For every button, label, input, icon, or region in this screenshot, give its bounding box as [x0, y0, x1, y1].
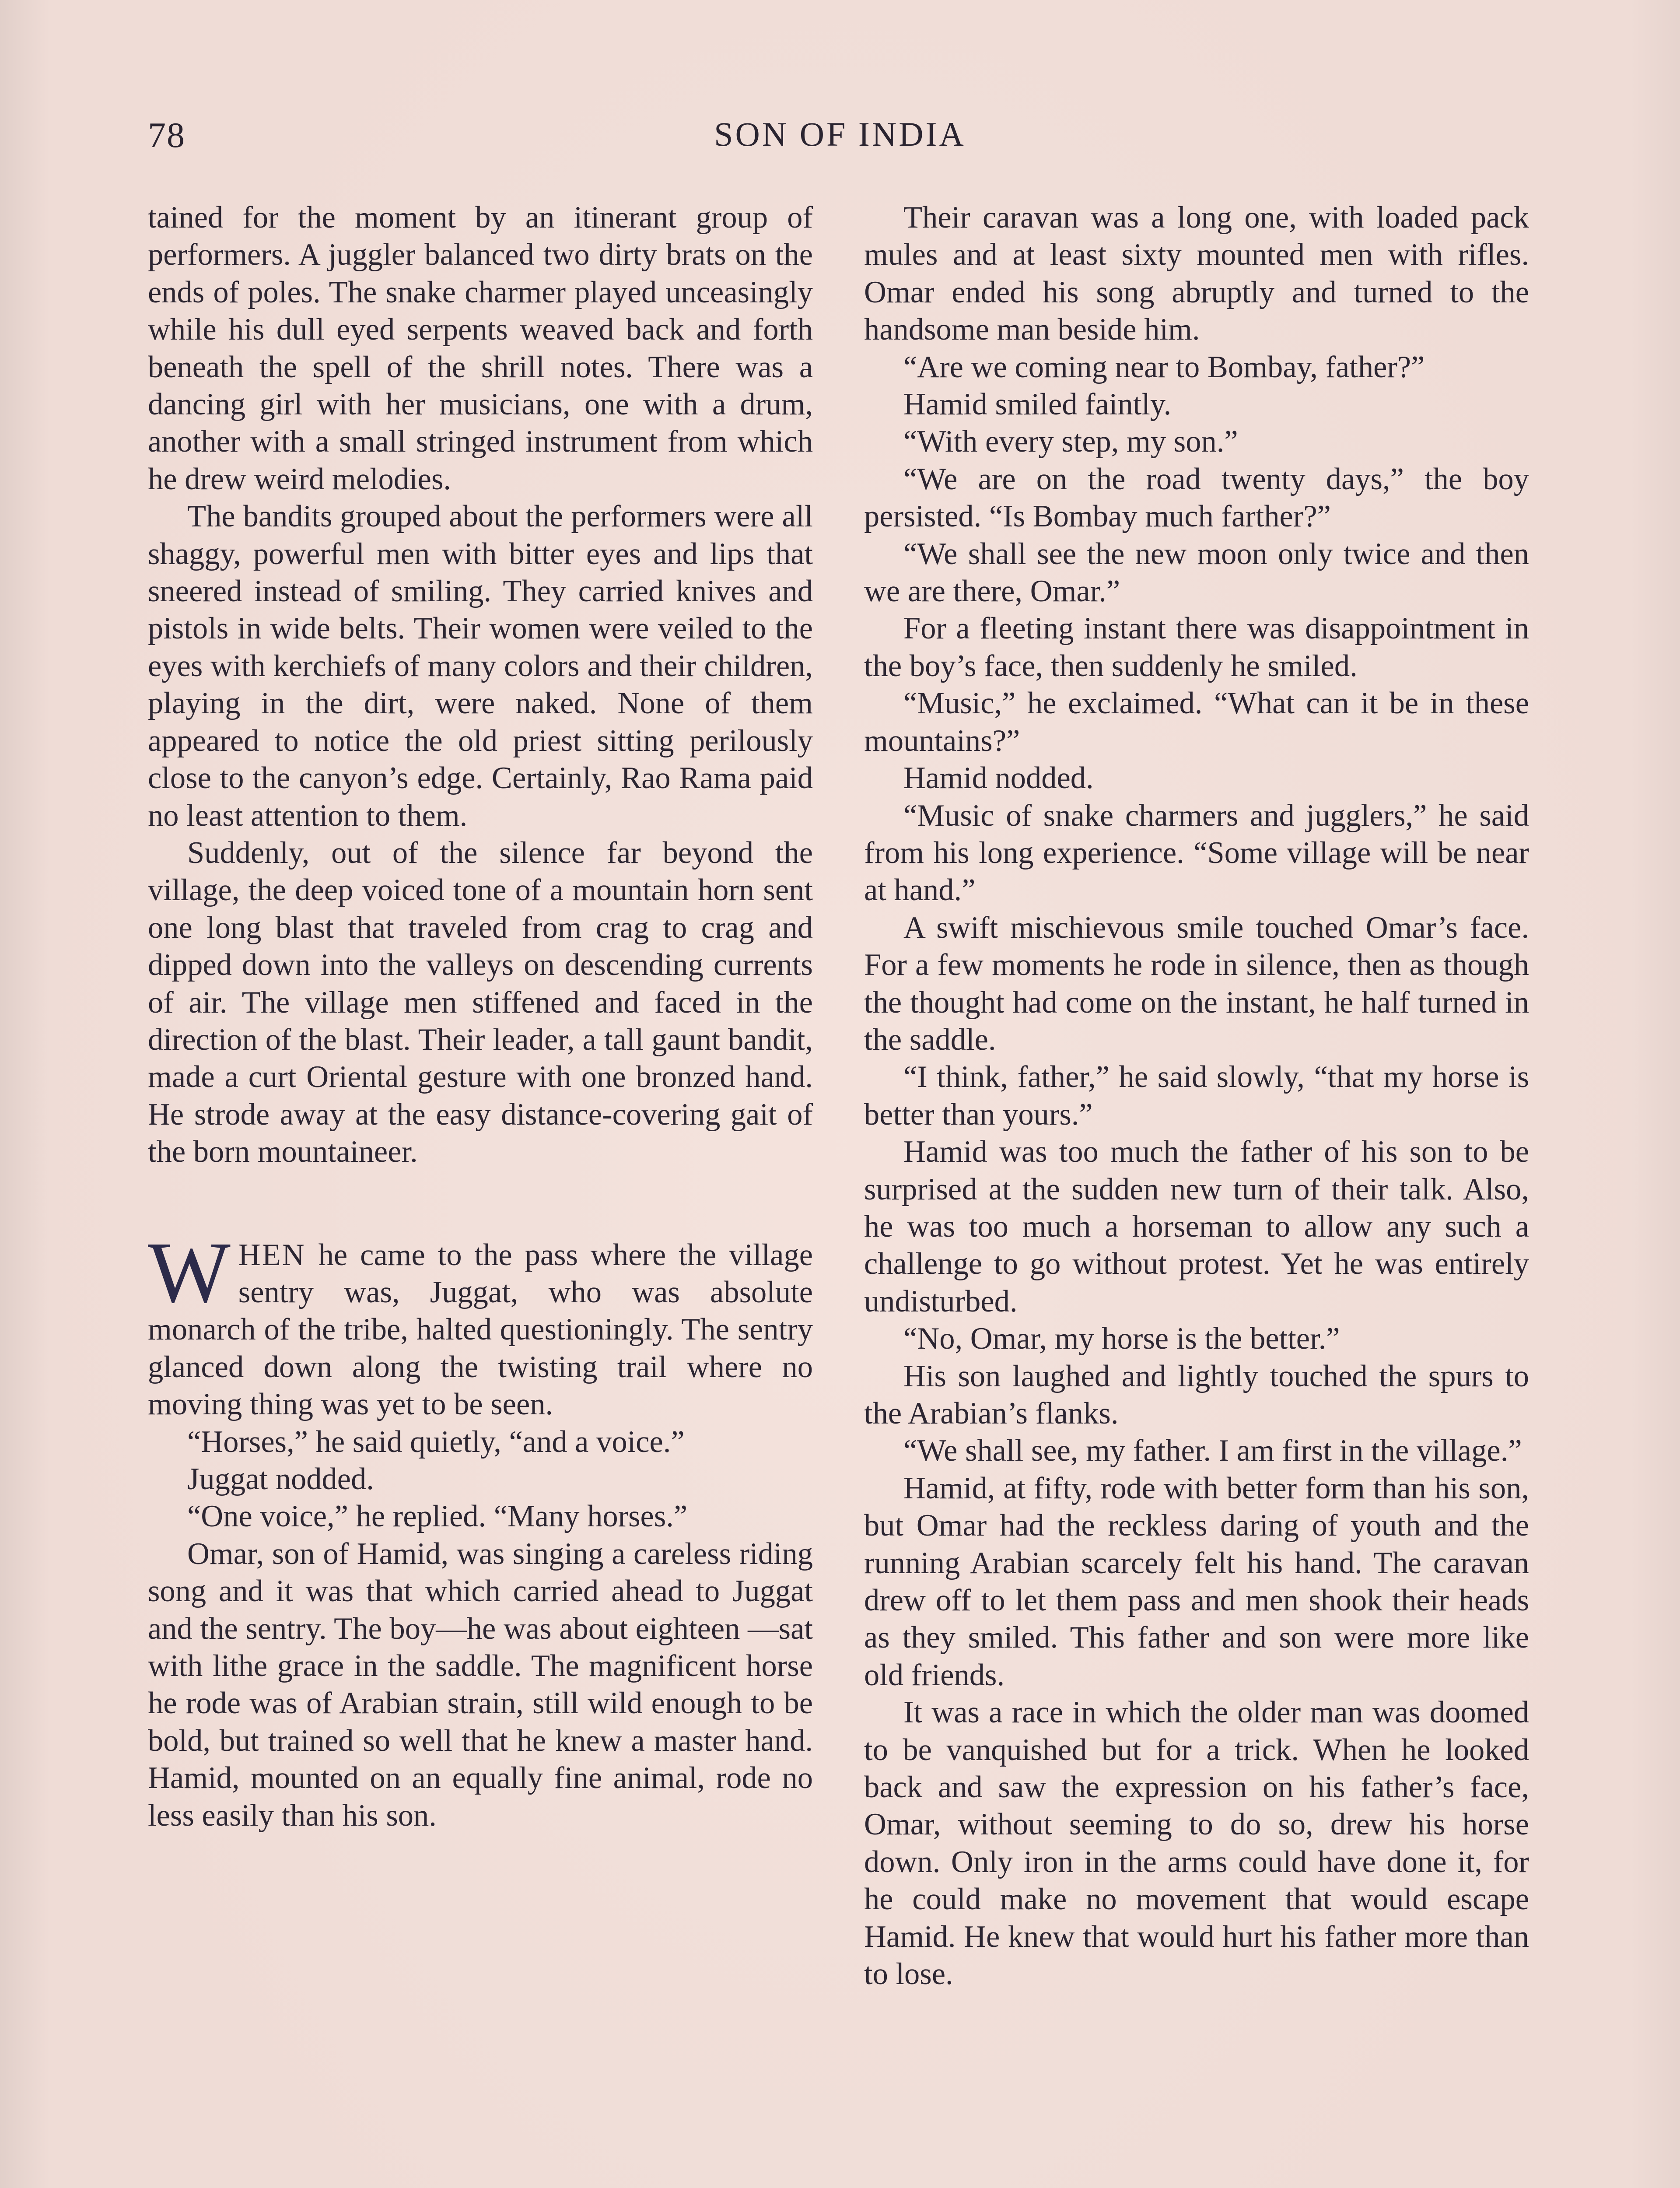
paragraph: Their caravan was a long one, with loaded pack mules and at least sixty mounted men with rifles. Omar ended his song abruptly and turned to the handsome man beside him.: [864, 200, 1529, 347]
paragraph: Suddenly, out of the silence far beyond the village, the deep voiced tone of a mountain horn sent one long blast that traveled from crag to crag and dipped down into the valleys on descending currents of air. The village men stiffened and faced in the direction of the blast. Their leader, a tall gaunt bandit, made a curt Oriental gesture with one bronzed hand. He strode away at the easy distance-covering gait of the born mountaineer.: [148, 835, 813, 1169]
paragraph: “We shall see the new moon only twice and then we are there, Omar.”: [864, 536, 1529, 609]
paragraph: His son laughed and lightly touched the spurs to the Arabian’s flanks.: [864, 1359, 1529, 1431]
paragraph: The bandits grouped about the performers were all shaggy, powerful men with bitter eyes and lips that sneered instead of smiling. They carried knives and pistols in wide belts. Their women were veiled to the eyes with kerchiefs of many colors and their children, playing in the dirt, were naked. None of them appeared to notice the old priest sitting perilously close to the canyon’s edge. Certainly, Rao Rama paid no least attention to them.: [148, 499, 813, 833]
section-break: [148, 1171, 813, 1237]
paragraph: Omar, son of Hamid, was singing a careless riding song and it was that which carried ahead to Juggat and the sentry. The boy—he was about eighteen —sat with lithe grace in the saddle. The magnificent horse he rode was of Arabian strain, still wild enough to be bold, but trained so well that he knew a master hand. Hamid, mounted on an equally fine animal, rode no less easily than his son.: [148, 1536, 813, 1833]
small-caps-lead: HEN: [238, 1238, 306, 1272]
paragraph: “I think, father,” he said slowly, “that my horse is better than yours.”: [864, 1060, 1529, 1132]
paragraph: Hamid nodded.: [903, 761, 1094, 796]
paragraph-with-drop-cap: [148, 1224, 813, 1424]
paragraph: Hamid smiled faintly.: [903, 387, 1172, 422]
drop-cap: W: [148, 1224, 231, 1321]
paragraph: Hamid was too much the father of his son to be surprised at the sudden new turn of their talk. Also, he was too much a horseman to allow any such a challenge to go without protest. Yet he was entirely undisturbed.: [864, 1135, 1529, 1318]
paragraph: “Music of snake charmers and jugglers,” he said from his long experience. “Some village will be near at hand.”: [864, 798, 1529, 908]
paragraph: “With every step, my son.”: [903, 424, 1238, 459]
running-title: SON OF INDIA: [714, 115, 966, 153]
paragraph: “We shall see, my father. I am first in the village.”: [903, 1434, 1522, 1468]
right-text-column: [864, 199, 1529, 1993]
paragraph: “We are on the road twenty days,” the boy persisted. “Is Bombay much farther?”: [864, 462, 1529, 534]
paragraph: “Horses,” he said quietly, “and a voice.”: [187, 1424, 685, 1459]
paragraph: tained for the moment by an itinerant group of performers. A juggler balanced two dirty brats on the ends of poles. The snake charmer played unceasingly while his dull eyed serpents weaved back and forth beneath the spell of the shrill notes. There was a dancing girl with her musicians, one with a drum, another with a small stringed instrument from which he drew weird melodies.: [148, 200, 813, 496]
paragraph: “One voice,” he replied. “Many horses.”: [187, 1499, 688, 1534]
paragraph: Juggat nodded.: [187, 1462, 374, 1496]
paragraph: “Are we coming near to Bombay, father?”: [903, 350, 1425, 384]
paragraph: For a fleeting instant there was disappointment in the boy’s face, then suddenly he smiled.: [864, 611, 1529, 683]
paragraph: It was a race in which the older man was doomed to be vanquished but for a trick. When he looked back and saw the expression on his father’s face, Omar, without seeming to do so, drew his horse down. Only iron in the arms could have done it, for he could make no movement that would escape Hamid. He knew that would hurt his father more than to lose.: [864, 1695, 1529, 1992]
page-number: 78: [148, 115, 186, 155]
left-text-column: [148, 199, 813, 1834]
paragraph: “No, Omar, my horse is the better.”: [903, 1322, 1340, 1356]
paragraph-text: he came to the pass where the village sentry was, Juggat, who was absolute monarch of the tribe, halted questioningly. The sentry glanced down along the twisting trail where no moving thing was yet to be seen.: [148, 1238, 813, 1422]
paragraph: Hamid, at fifty, rode with better form than his son, but Omar had the reckless daring of youth and the running Arabian scarcely felt his hand. The caravan drew off to let them pass and men shook their heads as they smiled. This father and son were more like old friends.: [864, 1471, 1529, 1692]
paragraph: A swift mischievous smile touched Omar’s face. For a few moments he rode in silence, then as though the thought had come on the instant, he half turned in the saddle.: [864, 910, 1529, 1057]
paragraph: “Music,” he exclaimed. “What can it be in these mountains?”: [864, 686, 1529, 758]
